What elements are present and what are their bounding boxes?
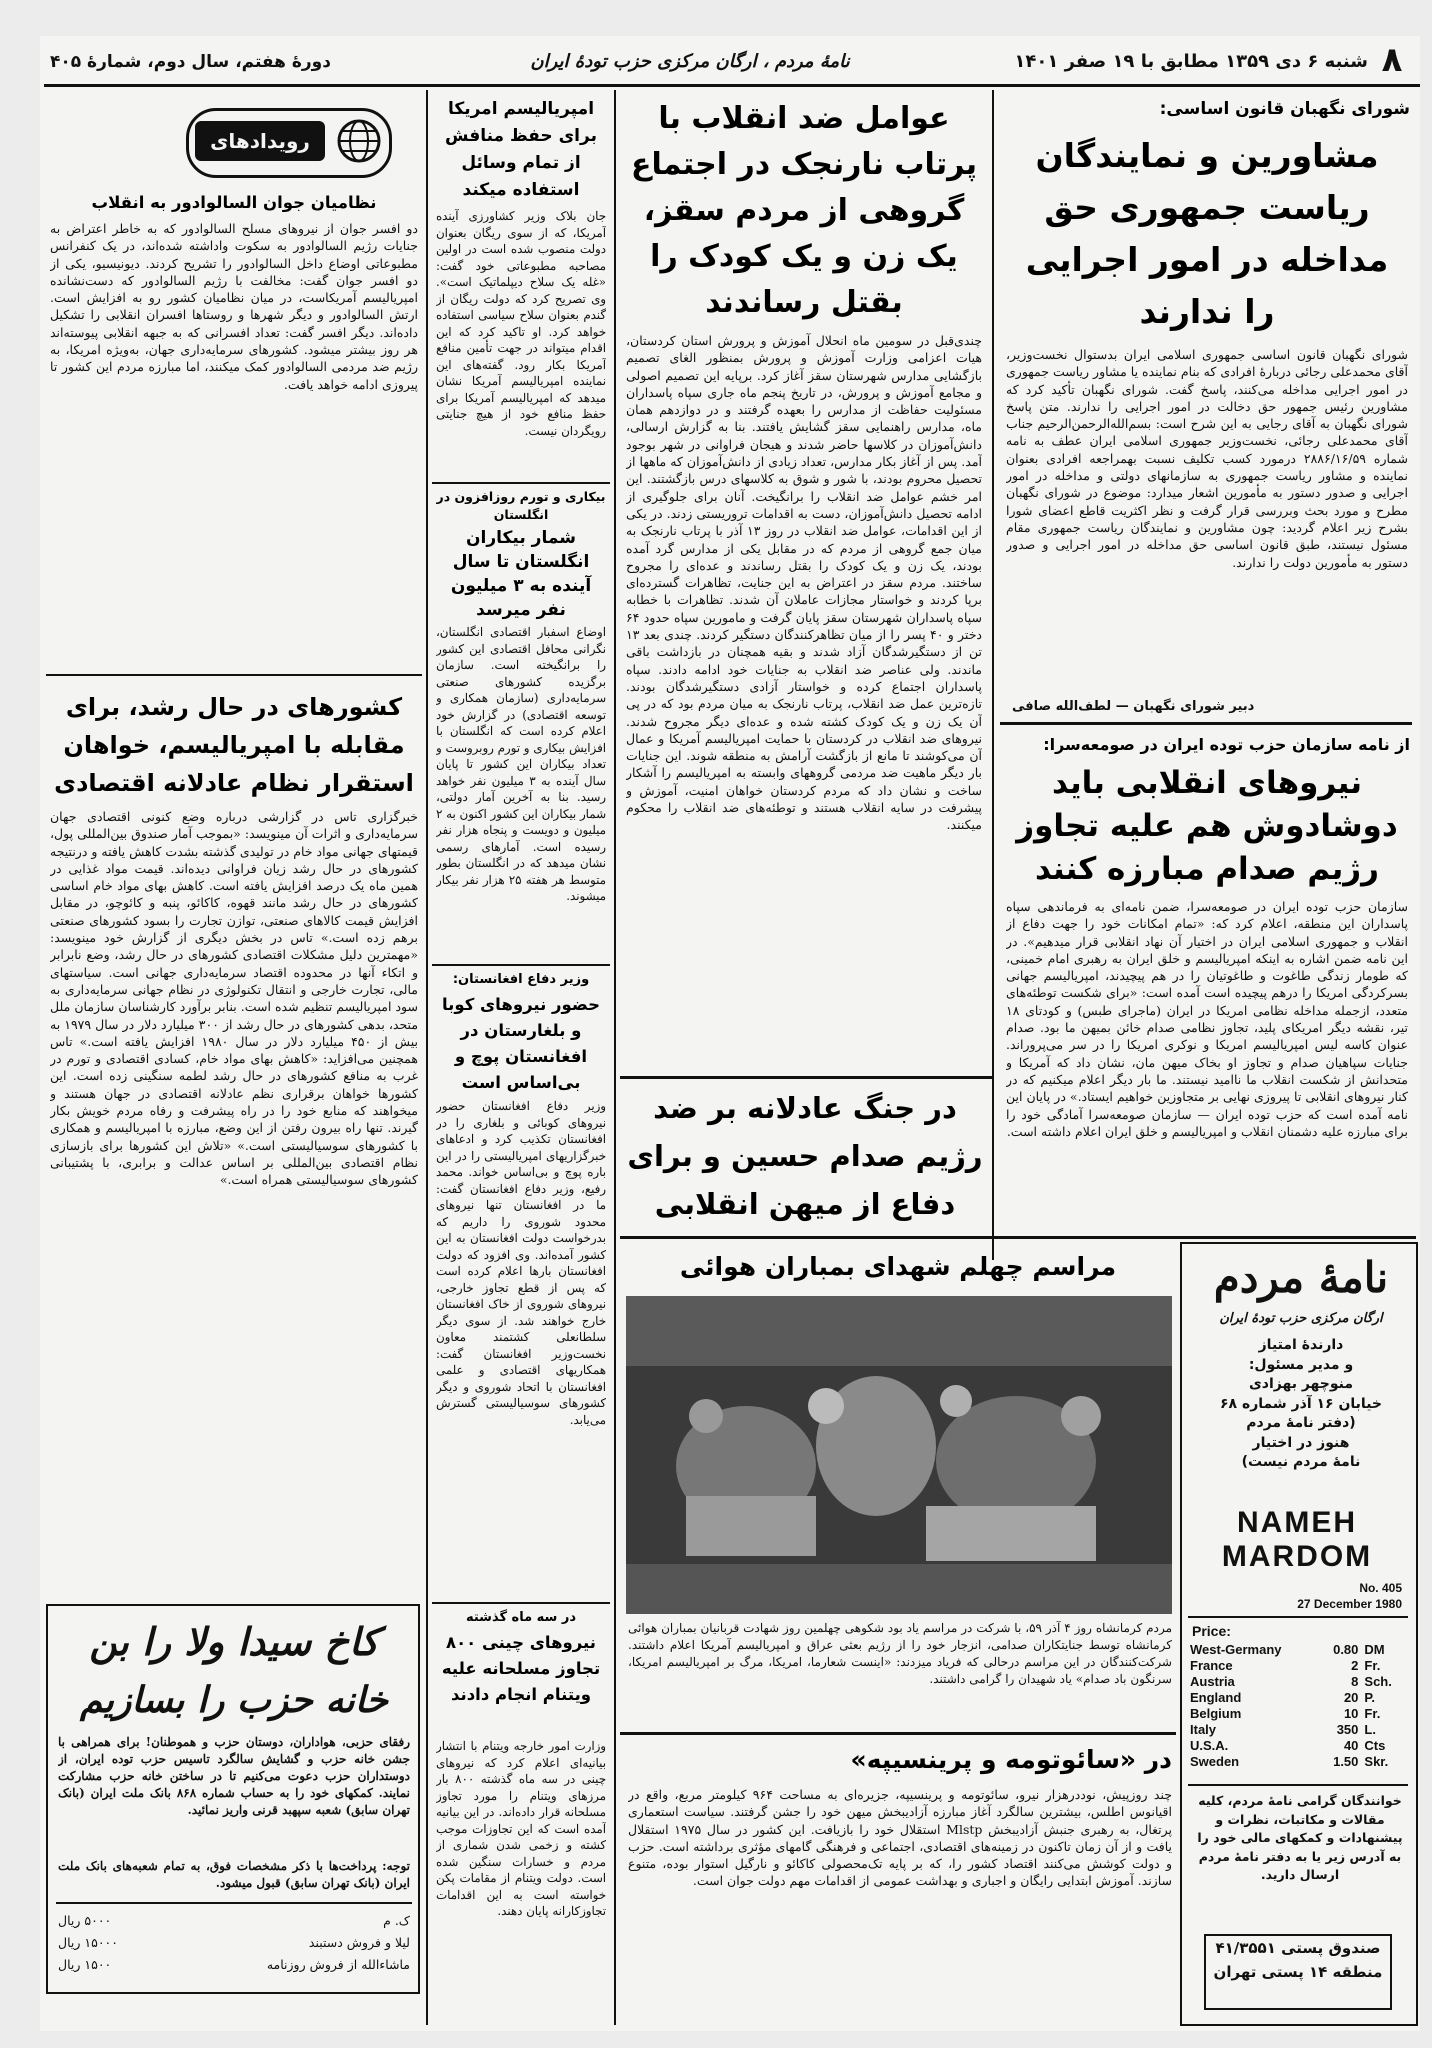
license-line: دارندۀ امتیاز	[1258, 1337, 1344, 1353]
article-headline: نیروهای چینی ۸۰۰ تجاوز مسلحانه علیه ویتنام انجام دادند	[441, 1633, 601, 1704]
left-column	[46, 92, 422, 2027]
article-body: دو افسر جوان از نیروهای مسلح السالوادور که به خاطر اعتراض به جنایات رژیم السالوادور به سکوت واداشته شده‌اند، در یک کنفرانس مطبوعاتی اوضاع داخل السالوادور را تشریح کردند. دیونیسیو، یکی از دو افسر جوان گفت: مخالفت با رژیم السالوادور که دست‌نشانده امپریالیسم آمریکاست، در میان نظامیان کشور رو به افزایش است. ارتش السالوادور و دیگر شهرها و روستاها افسران انقلابی را تشکیل داده‌اند. دیگر افسر گفت: تعداد افسرانی که به جبهه انقلابی پیوسته‌اند هر روز بیشتر میشود. کشورهای سرمایه‌داری جهان، به‌ویژه امریکا، به رژیم ضد مردمی السالوادور کمک میکنند، اما مبارزه مردم این کشور تا پیروزی ادامه خواهد یافت.	[50, 221, 418, 392]
donation-name: ماشاءالله از فروش روزنامه	[266, 1957, 410, 1972]
header-rule	[44, 84, 1420, 87]
article-body: سازمان حزب توده ایران در صومعه‌سرا، ضمن نامه‌ای به فرماندهی سپاه پاسداران این منطقه، اعلام کرد که: «تمام امکانات خود را جهت دفاع از انقلاب و جمهوری اسلامی ایران در اختیار آن نهاد انقلابی قرار میدهیم». در این نامه ضمن اشاره به اینکه امپریالیسم و خلق ایران به رهبری امام خمینی، که طومار زندگی طاغوت و طاغوتیان را در هم پیچیدند، امپریالیسم جهانی بسرکردگی امریکا را درهم پیچیده است آمده است: «برای شکست توطئه‌های متعدد، ازجمله مداخله نظامی امریکا در ایران (ماجرای طبس) و کودتای ۱۸ تیر، نقشه دیگر امریکای پلید، تجاوز نظامی صدام خائن بمیهن ما بود. صدام عنوان کاسه لیس امپریالیسم امریکا و نوکری امریکا را در سر می‌پروراند. جنایات سپاهیان صدام و تجاوز او بخاک میهن مان، نشان داد که آمریکا و متحدانش از شکست انقلاب ما ناامید نیستند. ما بار دیگر اعلام میکنیم که در کنار نیروهای انقلابی تا پیروزی نهایی بر متجاوزین خواهیم ایستاد.» در پایان این نامه آمده است که حزب توده ایران — سازمان صومعه‌سرا آمادگی خود را برای مبارزه علیه دشمنان انقلاب و امپریالیسم و خلق ایران اعلام داشته است.	[1006, 899, 1408, 1139]
ad-body: رفقای حزبی، هواداران، دوستان حزب و هموطنان! برای همراهی با جشن خانه حزب و گشایش سالگرد تاسیس حزب توده ایران، از دوستداران حزب دعوت می‌کنیم تا در ساختن خانه حزب مشارکت نمایند. کمکهای خود را به حساب شماره ۸۶۸ بانک ملت ایران (بانک تهران سابق) شعبه سپهبد قرنی واریز نمائید.	[58, 1735, 410, 1817]
right-column	[998, 92, 1416, 1252]
price-country: U.S.A.	[1190, 1738, 1229, 1753]
article-headline: کشورهای در حال رشد، برای مقابله با امپریالیسم، خواهان استقرار نظام عادلانه اقتصادی	[54, 693, 414, 797]
po-box: صندوق پستی ۴۱/۳۵۵۱ منطقه ۱۴ پستی تهران	[1204, 1934, 1392, 2010]
license-line: (دفتر نامۀ مردم	[1246, 1415, 1356, 1431]
price-currency: Cts	[1364, 1738, 1386, 1753]
price-country: France	[1190, 1658, 1233, 1673]
price-rule-bottom	[1188, 1784, 1408, 1786]
price-currency: P.	[1364, 1690, 1376, 1705]
article-divider	[432, 482, 610, 484]
article-body: چندی‌قبل در سومین ماه انحلال آموزش و پرورش استان کردستان، هیات اعزامی وزارت آموزش و پرورش بمنظور الغای تصمیم بازگشایی مدارس شهرستان سقز آغاز کرد. برپایه این تصمیم اصولی و مجامع آموزش و پرورش، در تاریخ پنجم ماه جاری سپاه پاسداران مسئولیت حفاظت از مدارس را بعهده گرفتند و در دوازدهم همان ماه، مدارس راهنمایی سقز گشایش یافتند. بنا به گزارش ارسالی، دانش‌آموزان در کلاسها حاضر شدند و هیجان فراوانی در شهر بوجود آمد. پس از آغاز بکار مدارس، تعداد زیادی از دانش‌آموزان که ماهها از تحصیل محروم بودند، با شور و شوق به کلاسهای درس بازگشتند. این امر خشم عوامل ضد انقلاب را برانگیخت. آنان برای جلوگیری از ادامه تحصیل دانش‌آموزان، دست به اقدامات تروریستی زدند. در یکی از این اقدامات، عوامل ضد انقلاب در روز ۱۳ آذر با پرتاب نارنجک به میان جمع گروهی از مردم که در مقابل یکی از مدارس گرد آمده بودند، یک زن و یک کودک را بقتل رساندند و عده‌ای را مجروح ساختند. مردم سقز در اعتراض به این جنایت، تظاهرات گسترده‌ای برپا کردند و خواستار مجازات عاملان آن شدند. تظاهرات با خطابه سپاه پاسداران شهرستان سقز پایان گرفت و مامورین سپاه حدود ۶۴ دختر و ۴۰ پسر را از میان تظاهرکنندگان دستگیر کردند. چندی بعد ۱۳ تن از دستگیرشدگان آزاد شدند و بقیه همچنان در بازداشت باقی ماندند. ولی عناصر ضد انقلاب به جنایات خود ادامه دادند. سپاه پاسداران اجتماع کرده و خواستار آزادی دستگیرشدگان بودند. تازه‌ترین عمل ضد انقلاب، پرتاب نارنجک به میان مردم بود که در پی آن یک زن و یک کودک کشته شده و عده‌ای دیگر مجروح شدند. نیروهای ضد انقلاب در کردستان با حمایت امپریالیسم آمریکا و عمال آن می‌کوشند تا مانع از بازگشت آرامش به منطقه شوند. این جنایات بار دیگر ماهیت ضد مردمی گروههای وابسته به امپریالیسم را آشکار ساخت و نشان داد که مردم کردستان خواهان امنیت، آموزش و پیشرفت در سایه انقلاب هستند و توطئه‌های ضد انقلاب را محکوم میکنند.	[626, 333, 982, 833]
left-center-column	[432, 92, 610, 2027]
article-signature: دبیر شورای نگهبان — لطف‌الله صافی	[1012, 699, 1255, 714]
article-body: وزارت امور خارجه ویتنام با انتشار بیانیه‌ای اعلام کرد که نیروهای چینی در سه ماه گذشته ۸۰۰ بار مرزهای ویتنام را مورد تجاوز مسلحانه قرار داده‌اند. در این بیانیه آمده است که این تجاوزات موجب کشته و زخمی شدن شماری از مردم و خسارات سنگین شده است. دولت ویتنام از مقامات پکن خواسته است به این اقدامات تجاوزکارانه پایان دهند.	[436, 1739, 606, 1918]
small-article-rule	[620, 1732, 1176, 1735]
license-block	[1196, 1336, 1406, 1496]
article-headline: مشاورین و نمایندگان ریاست جمهوری حق مداخله در امور اجرایی را ندارند	[1025, 136, 1389, 331]
price-row	[1190, 1754, 1408, 1770]
page-number: ۸	[1381, 40, 1403, 80]
news-photo	[626, 1296, 1172, 1614]
appeal-headline: در جنگ عادلانه بر ضد رژیم صدام حسین و برای دفاع از میهن انقلابی	[627, 1091, 983, 1221]
article-headline: امپریالیسم امریکا برای حفظ منافش از تمام وسائل استفاده میکند	[445, 99, 597, 200]
donation-row	[58, 1910, 410, 1932]
price-row	[1190, 1690, 1408, 1706]
paper-tagline: نامۀ مردم ، ارگان مرکزی حزب تودۀ ایران	[530, 51, 850, 72]
article-headline: عوامل ضد انقلاب با پرتاب نارنجک در اجتماع گروهی از مردم سقز، یک زن و یک کودک را بقتل رساندند	[630, 101, 978, 320]
article-divider	[1000, 722, 1412, 725]
price-country: Italy	[1190, 1722, 1217, 1737]
price-title: Price:	[1192, 1623, 1231, 1639]
license-line: هنوز در اختیار	[1252, 1434, 1350, 1451]
license-line: نامۀ مردم نیست)	[1241, 1454, 1361, 1470]
price-rule	[1188, 1616, 1408, 1618]
price-amount: 20	[1343, 1690, 1359, 1705]
price-amount: 1.50	[1333, 1754, 1359, 1769]
article-kicker: از نامه سازمان حزب توده ایران در صومعه‌سرا:	[1043, 735, 1410, 754]
price-amount: 8	[1351, 1674, 1359, 1689]
donation-name: ک. م	[383, 1913, 410, 1928]
price-currency: Skr.	[1364, 1754, 1389, 1769]
article-body: شورای نگهبان قانون اساسی جمهوری اسلامی ایران بدستوال نخست‌وزیر، آقای محمدعلی رجائی دربارۀ افرادی که بنام نماینده یا مشاور ریاست جمهوری در امور اجرایی مداخله می‌کنند، پاسخ گفت. شورای نگهبان تأکید کرد که مشاورین رئیس جمهور حق دخالت در امور اجرایی را ندارند. متن پاسخ شورای نگهبان به آقای رجایی به این شرح است: بسم‌الله‌الرحمن‌الرحیم جناب آقای محمدعلی رجائی، نخست‌وزیر جمهوری اسلامی ایران عطف به نامه شماره ۲۸۸۶/۱۶/۵۹ درمورد کسب تکلیف نسبت بهمراجعه افرادی بعنوان نماینده و مشاور ریاست جمهوری به سازمانهای دولتی و مداخله در امور اجرایی و صدور دستور به مأمورین اشعار میدارد: موضوع در شورای نگهبان مطرح و مورد بحث وبررسی قرار گرفت و نظر اکثریت قاطع اعضای شورا بشرح زیر اعلام گردید: چون مشاورین و نمایندگان ریاست جمهوری مقام مسئول نیستند، طبق قانون اساسی حق مداخله در امور اجرایی و صدور دستور به مأمورین دولت را ندارند.	[1006, 347, 1408, 570]
header-bar	[44, 40, 1420, 80]
article-divider	[432, 964, 610, 966]
donation-row	[58, 1932, 410, 1954]
globe-icon	[337, 119, 381, 163]
donation-row	[58, 1954, 410, 1976]
price-amount: 10	[1343, 1706, 1359, 1721]
photo-graphic	[626, 1296, 1172, 1614]
price-currency: Fr.	[1364, 1706, 1381, 1721]
latin-title-1: NAMEH	[1237, 1506, 1357, 1539]
price-amount: 2	[1351, 1658, 1359, 1673]
price-row	[1190, 1642, 1408, 1658]
article-body: اوضاع اسفبار اقتصادی انگلستان، نگرانی محافل اقتصادی این کشور را برانگیخته است. سازمان برگزیده کشورهای صنعتی سرمایه‌داری (سازمان همکاری و توسعه اقتصادی) در گزارش خود اعلام کرده است که انگلستان با افزایش بیکاری و تورم روبروست و تعداد بیکاران این کشور تا پایان سال آینده به ۳ میلیون نفر خواهد رسید. بنا به آخرین آمار دولتی، شمار بیکاران این کشور اکنون به ۲ میلیون و دویست و پنجاه هزار نفر رسیده است. آمارهای رسمی نشان میدهد که در انگلستان بطور متوسط هر هفته ۲۵ هزار نفر بیکار میشوند.	[436, 625, 606, 903]
license-line: منوچهر بهزادی	[1248, 1376, 1354, 1392]
article-kicker: شورای نگهبان قانون اساسی:	[1159, 99, 1410, 119]
license-line: خیابان ۱۶ آذر شماره ۶۸	[1220, 1395, 1382, 1412]
donation-list	[58, 1910, 410, 1982]
masthead-box	[1180, 1242, 1418, 2026]
date-line: شنبه ۶ دی ۱۳۵۹ مطابق با ۱۹ صفر ۱۴۰۱	[1014, 51, 1368, 72]
small-article-headline: در «سائوتومه و پرینسیپه»	[850, 1745, 1172, 1774]
price-amount: 350	[1336, 1722, 1359, 1737]
article-divider	[46, 674, 422, 676]
article-headline: شمار بیکاران انگلستان تا سال آینده به ۳ میلیون نفر میرسد	[450, 528, 592, 620]
article-divider	[432, 1602, 610, 1604]
latin-issue: No. 405	[1359, 1581, 1402, 1595]
column-rule-1	[992, 90, 994, 1260]
article-headline: نیروهای انقلابی باید دوشادوش هم علیه تجاوز رژیم صدام مبارزه کنند	[1016, 765, 1398, 887]
price-country: England	[1190, 1690, 1242, 1705]
article-kicker: در سه ماه گذشته	[465, 1610, 577, 1625]
column-rule-2	[614, 90, 616, 2025]
price-country: Austria	[1190, 1674, 1235, 1689]
center-divider	[620, 1076, 992, 1079]
ad-calligraphy-line-2: خانه حزب را بسازیم	[79, 1679, 388, 1721]
price-amount: 40	[1343, 1738, 1359, 1753]
donation-amount: ۱۵۰۰۰ ریال	[58, 1935, 118, 1950]
globe-icon-graphic	[337, 119, 381, 163]
latin-title-2: MARDOM	[1221, 1540, 1373, 1573]
price-currency: Fr.	[1364, 1658, 1381, 1673]
article-headline: حضور نیروهای کوبا و بلغارستان در افغانستان پوچ و بی‌اساس است	[441, 995, 601, 1092]
ad-note: توجه: پرداخت‌ها با ذکر مشخصات فوق، به تمام شعبه‌های بانک ملت ایران (بانک تهران سابق) قبول میشود.	[58, 1859, 410, 1890]
section-logo	[186, 108, 392, 178]
column-rule-3	[426, 90, 428, 2025]
latin-date: 27 December 1980	[1297, 1597, 1402, 1611]
price-row	[1190, 1658, 1408, 1674]
price-country: West-Germany	[1190, 1642, 1282, 1657]
price-country: Belgium	[1190, 1706, 1242, 1721]
price-row	[1190, 1722, 1408, 1738]
article-body: جان بلاک وزیر کشاورزی آینده آمریکا، که از سوی ریگان بعنوان دولت منصوب شده است در اولین مصاحبه مطبوعاتی خود گفت: «غله یک سلاح دیپلماتیک است». وی تصریح کرد که دولت ریگان از گندم بعنوان سلاح سیاسی استفاده خواهد کرد. او تاکید کرد که این اقدام میتواند در جهت تأمین منافع آمریکا بکار رود. گفته‌های این نماینده امپریالیسم آمریکا نشان میدهد که امپریالیسم آمریکا برای حفظ منافع خود از هیچ جنایتی رویگردان نیست.	[436, 209, 606, 438]
article-headline: نظامیان جوان السالوادور به انقلاب	[91, 193, 377, 212]
issue-line: دورۀ هفتم، سال دوم، شمارۀ ۴۰۵	[50, 52, 331, 72]
ad-rule	[56, 1902, 412, 1904]
center-column	[620, 92, 988, 1142]
price-currency: Sch.	[1364, 1674, 1392, 1689]
price-country: Sweden	[1190, 1754, 1240, 1769]
donation-amount: ۵۰۰۰ ریال	[58, 1913, 112, 1928]
article-kicker: وزیر دفاع افغانستان:	[452, 972, 590, 987]
price-currency: DM	[1364, 1642, 1385, 1657]
price-row	[1190, 1706, 1408, 1722]
masthead-name: نامۀ مردم	[1213, 1253, 1389, 1302]
price-amount: 0.80	[1333, 1642, 1359, 1657]
donation-name: لیلا و فروش دستبند	[308, 1935, 410, 1950]
article-body: خبرگزاری تاس در گزارشی درباره وضع کنونی اقتصادی جهان سرمایه‌داری و اثرات آن مینویسد: «بموجب آمار صندوق بین‌المللی پول، قیمتهای جهانی مواد خام در تولیدی گذشته بشدت کاهش یافته و درنتیجه کشورهای در حال رشد زیان فراوانی دیده‌اند. قیمت مواد غذایی در همین ماه یک درصد افزایش یافته است. کاهش بهای مواد خام اساسی کشورهای در حال رشد مانند قهوه، کاکائو، پنبه و کائوچو، در مقابل افزایش قیمت کالاهای صنعتی، توازن تجارت را بسود کشورهای صنعتی برهم زده است.» تاس در بخش دیگری از گزارش خود مینویسد: «مهمترین دلیل مشکلات اقتصادی کشورهای در حال رشد، وضع نابرابر و اتکاء آنها در محدوده اقتصاد سرمایه‌داری جهانی است. سیاستهای مالی، تجارت خارجی و انتقال تکنولوژی در نظام جهانی سرمایه‌داری به سود امپریالیسم تنظیم شده است. بنابر برآورد کارشناسان سازمان ملل متحد، بدهی کشورهای در حال رشد از ۳۰۰ میلیارد دلار در سال ۱۹۷۹ به بیش از ۴۵۰ میلیارد دلار در سال ۱۹۸۰ افزایش یافته است.» تاس همچنین می‌افزاید: «کاهش بهای مواد خام، کسادی اقتصادی و تورم در غرب به منافع کشورهای در حال رشد لطمه سنگینی زده است. این کشورها خواهان برقراری نظم عادلانه اقتصادی در جهان هستند و میخواهند که منابع خود را در راه پیشرفت و رفاه مردم خویش بکار گیرند. تنها راه بیرون رفتن از این وضع، مبارزه با امپریالیسم و همکاری با کشورهای سوسیالیستی است.» «تلاش این کشورها برای بازسازی نظام اقتصادی بین‌المللی بر اساس عدالت و برابری، با پشتیبانی کشورهای سوسیالیستی همراه است.»	[50, 809, 418, 1188]
price-row	[1190, 1674, 1408, 1690]
article-body: وزیر دفاع افغانستان حضور نیروهای کوبائی و بلغاری را در افغانستان تکذیب کرد و ادعاهای خبرگزاریهای امپریالیستی را در این باره پوچ و بی‌اساس خواند. محمد رفیع، وزیر دفاع افغانستان گفت: ما در افغانستان تنها نیروهای محدود شوروی را داریم که بدرخواست دولت افغانستان به این کشور آمده‌اند. وی افزود که دولت افغانستان بارها اعلام کرده است که پس از قطع تجاوز خارجی، نیروهای شوروی از خاک افغانستان خارج خواهند شد. از سوی دیگر سلطانعلی کشتمند معاون نخست‌وزیر افغانستان گفت: همکاریهای اقتصادی و علمی افغانستان با اتحاد شوروی و دیگر کشورهای سوسیالیستی گسترش می‌یابد.	[436, 1099, 606, 1427]
license-line: و مدیر مسئول:	[1248, 1356, 1354, 1373]
readers-note: خوانندگان گرامی نامۀ مردم، کلیه مقالات و مکاتبات، نظرات و پیشنهادات و کمکهای مالی خود را به آدرس زیر یا به دفتر نامۀ مردم ارسال دارید.	[1197, 1793, 1403, 1882]
photo-top-rule	[620, 1236, 1176, 1239]
ad-calligraphy-line-1: کاخ سیدا ولا را بن	[89, 1619, 379, 1664]
article-kicker: بیکاری و تورم روزافزون در انگلستان	[436, 489, 606, 522]
photo-headline: مراسم چهلم شهدای بمباران هوائی	[679, 1252, 1117, 1281]
photo-caption: مردم کرمانشاه روز ۴ آذر ۵۹، با شرکت در مراسم یاد بود شکوهی چهلمین روز شهادت قربانیان بمباران هوائی کرمانشاه توسط جنایتکاران صدامی، انزجار خود را از رژیم بعثی عراق و امپریالیسم آمریکا اعلام داشتند. شرکت‌کنندگان در این مراسم درحالی که فریاد میزدند: «اینست شعارما، امریکا، مرگ بر امپریالیسم امریکا، سرنگون باد صدام» یاد شهیدان را گرامی داشتند.	[628, 1621, 1172, 1686]
price-table	[1190, 1642, 1408, 1778]
masthead-org: ارگان مرکزی حزب تودۀ ایران	[1219, 1311, 1383, 1326]
section-logo-text: رویدادهای	[195, 121, 325, 161]
donation-amount: ۱۵۰۰ ریال	[58, 1957, 112, 1972]
small-article-body: چند روزپیش، نوددرهزار نیرو، سائوتومه و پرینسیپه، جزیره‌ای به مساحت ۹۶۴ کیلومتر مربع، واقع در اقیانوس اطلس، بیشترین سالگرد آغاز مبارزه آزادیبخش میهن خود را جشن گرفتند. سیاست استعماری پرتغال، به رهبری جنبش آزادیبخش Mlstp استقلال خود را بازیافت. این کشور در سال ۱۹۷۵ استقلال یافت و از آن زمان تاکنون در زمینه‌های اقتصادی، اجتماعی و فرهنگی گامهای مؤثری برداشته است. حزب و دولت کوشش می‌کنند اقتصاد کشور را، که بر پایه تک‌محصولی کاکائو و نارگیل استوار بوده، متنوع سازند. آموزش ابتدایی رایگان و اجباری و بهداشت عمومی از اقدامات مهم دولت جوان است.	[628, 1787, 1172, 1889]
ad-box	[46, 1604, 420, 1994]
price-row	[1190, 1738, 1408, 1754]
price-currency: L.	[1364, 1722, 1376, 1737]
